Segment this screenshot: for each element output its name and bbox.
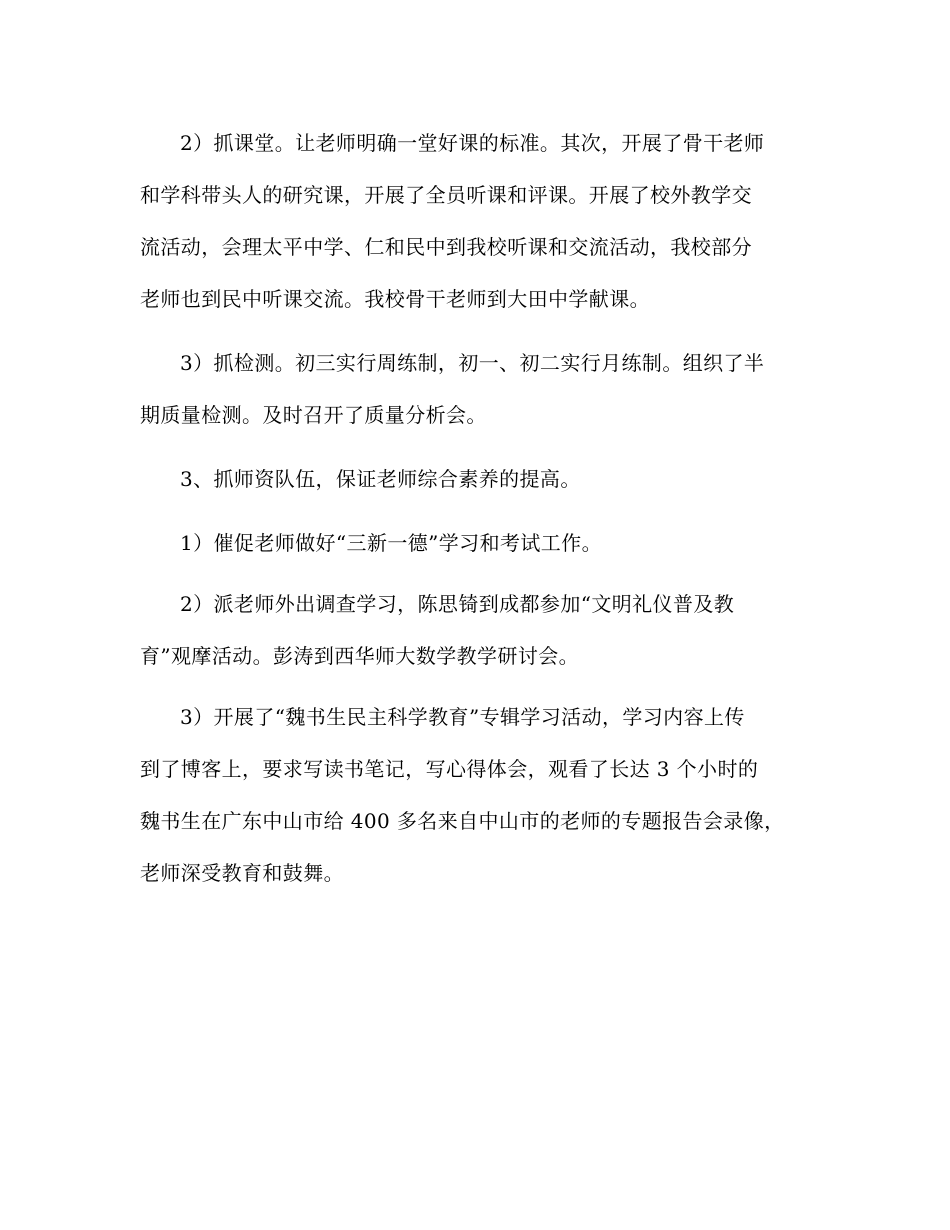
paragraph-gap bbox=[140, 325, 810, 337]
paragraph-study-exam bbox=[140, 517, 810, 569]
text-line: 2）抓课堂。让老师明确一堂好课的标准。其次，开展了骨干老师 bbox=[180, 131, 765, 155]
paragraph-wei-shusheng bbox=[140, 691, 810, 899]
paragraph-testing bbox=[140, 337, 810, 441]
paragraph-classroom bbox=[140, 117, 810, 325]
document-body bbox=[140, 117, 810, 899]
text-line: 1）催促老师做好“三新一德”学习和考试工作。 bbox=[180, 531, 602, 555]
paragraph-external-study bbox=[140, 578, 810, 682]
text-line: 2）派老师外出调查学习，陈思锜到成都参加“文明礼仪普及教 bbox=[180, 592, 735, 616]
paragraph-gap bbox=[140, 505, 810, 517]
text-line: 3）开展了“魏书生民主科学教育”专辑学习活动，学习内容上传 bbox=[180, 705, 745, 729]
text-line: 到了博客上，要求写读书笔记，写心得体会，观看了长达 3 个小时的 bbox=[140, 757, 759, 781]
text-line: 期质量检测。及时召开了质量分析会。 bbox=[140, 403, 487, 427]
text-line: 育”观摩活动。彭涛到西华师大数学教学研讨会。 bbox=[140, 644, 580, 668]
paragraph-gap bbox=[140, 682, 810, 691]
text-line: 老师也到民中听课交流。我校骨干老师到大田中学献课。 bbox=[140, 287, 650, 311]
section-heading-line: 3、抓师资队伍，保证老师综合素养的提高。 bbox=[180, 467, 581, 491]
text-line: 和学科带头人的研究课，开展了全员听课和评课。开展了校外教学交 bbox=[140, 183, 752, 207]
paragraph-gap bbox=[140, 441, 810, 453]
text-line: 3）抓检测。初三实行周练制，初一、初二实行月练制。组织了半 bbox=[180, 351, 765, 375]
text-line: 魏书生在广东中山市给 400 多名来自中山市的老师的专题报告会录像， bbox=[140, 809, 785, 833]
paragraph-gap bbox=[140, 569, 810, 578]
text-line: 流活动，会理太平中学、仁和民中到我校听课和交流活动，我校部分 bbox=[140, 235, 752, 259]
text-line: 老师深受教育和鼓舞。 bbox=[140, 861, 344, 885]
paragraph-teacher-team bbox=[140, 453, 810, 505]
